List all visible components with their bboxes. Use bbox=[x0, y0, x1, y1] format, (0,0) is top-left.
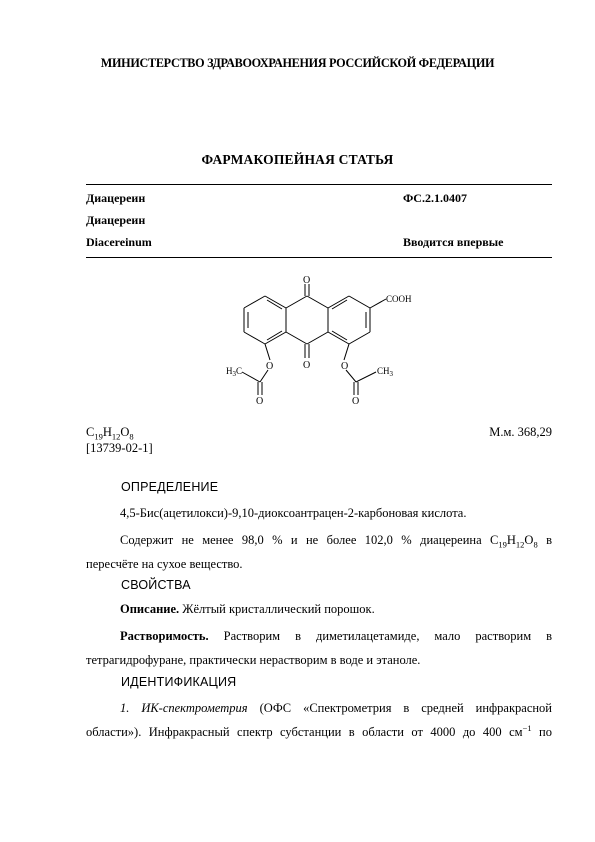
name-russian-alt: Диацереин bbox=[86, 213, 146, 227]
bond bbox=[349, 296, 370, 308]
bond bbox=[356, 372, 376, 382]
name-russian: Диацереин bbox=[86, 191, 146, 205]
section-definition-title: ОПРЕДЕЛЕНИЕ bbox=[121, 480, 219, 494]
header-divider-bottom bbox=[86, 257, 552, 258]
chemical-structure bbox=[222, 274, 422, 414]
bond bbox=[244, 296, 265, 308]
atom-label: O bbox=[303, 360, 311, 371]
bond bbox=[328, 332, 349, 344]
bond bbox=[307, 332, 328, 344]
bond bbox=[265, 344, 270, 360]
bond bbox=[344, 344, 349, 360]
bond bbox=[242, 372, 260, 382]
atom-label: O bbox=[341, 361, 349, 372]
atom-label: O bbox=[266, 361, 274, 372]
bond bbox=[265, 296, 286, 308]
bond bbox=[307, 296, 328, 308]
bond bbox=[286, 296, 307, 308]
name-latin: Diacereinum bbox=[86, 235, 152, 249]
molecular-mass: М.м. 368,29 bbox=[489, 425, 552, 439]
molecular-formula: $C_{19}H_{12}O_8$ bbox=[86, 425, 134, 442]
ministry-title: МИНИСТЕРСТВО ЗДРАВООХРАНЕНИЯ РОССИЙСКОЙ ФЕДЕРАЦИИ bbox=[100, 56, 495, 70]
atom-label: COOH bbox=[386, 294, 412, 304]
atom-label: O bbox=[352, 396, 360, 407]
cas-number: [13739-02-1] bbox=[86, 441, 153, 455]
definition-text: 4,5-Бис(ацетилокси)-9,10-диоксоантрацен-2-карбоновая кислота. bbox=[120, 506, 467, 520]
article-type-title: ФАРМАКОПЕЙНАЯ СТАТЬЯ bbox=[201, 152, 394, 167]
section-properties-title: СВОЙСТВА bbox=[121, 578, 191, 592]
content-text: Содержит не менее 98,0 % и не более 102,0 % диацереина $C_{19}H_{12}O_8$ в пересчёте на сухое вещество. bbox=[86, 533, 552, 571]
ir-spectrometry-text: 1. ИК-спектрометрия (ОФС «Спектрометрия в средней инфракрасной области»). Инфракрасный спектр субстанции в области от 4000 до 400 $см^{-1}$ по bbox=[86, 701, 552, 739]
atom-label: $H_3C$ bbox=[226, 366, 243, 378]
article-code: ФС.2.1.0407 bbox=[403, 191, 467, 205]
bond bbox=[286, 332, 307, 344]
bond bbox=[265, 332, 286, 344]
solubility-text: Растворимость. Растворим в диметилацетамиде, мало растворим в тетрагидрофуране, практически нерастворим в воде и этаноле. bbox=[86, 629, 552, 667]
header-divider-top bbox=[86, 184, 552, 185]
bond bbox=[370, 299, 386, 308]
bond bbox=[328, 296, 349, 308]
bond bbox=[244, 332, 265, 344]
atom-label: O bbox=[303, 275, 311, 286]
atom-label: $CH_3$ bbox=[377, 366, 394, 378]
article-status: Вводится впервые bbox=[403, 235, 504, 249]
section-identification-title: ИДЕНТИФИКАЦИЯ bbox=[121, 675, 237, 689]
atom-label: O bbox=[256, 396, 264, 407]
description-text: Описание. Жёлтый кристаллический порошок. bbox=[120, 602, 375, 616]
bond bbox=[349, 332, 370, 344]
